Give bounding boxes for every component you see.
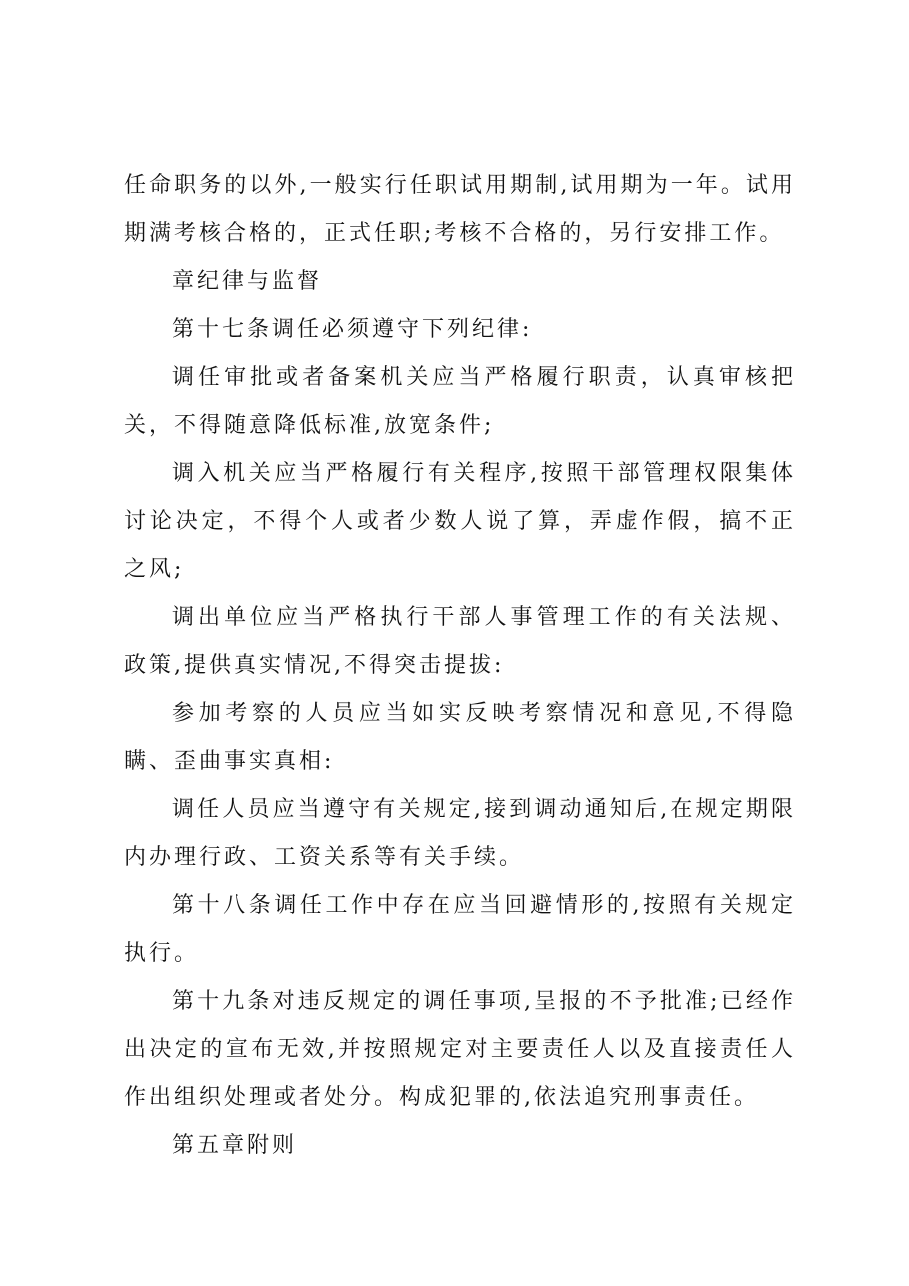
article-18: 第十八条调任工作中存在应当回避情形的,按照有关规定执行。 bbox=[124, 893, 796, 966]
paragraph-continuation: 任命职务的以外,一般实行任职试用期制,试用期为一年。试用期满考核合格的，正式任职;考核不合格的，另行安排工作。 bbox=[124, 173, 796, 246]
article-19: 第十九条对违反规定的调任事项,呈报的不予批准;已经作出决定的宣布无效,并按照规定对主要责任人以及直接责任人作出组织处理或者处分。构成犯罪的,依法追究刑事责任。 bbox=[124, 989, 796, 1110]
paragraph-item: 调出单位应当严格执行干部人事管理工作的有关法规、政策,提供真实情况,不得突击提拔: bbox=[124, 605, 796, 678]
paragraph-item: 参加考察的人员应当如实反映考察情况和意见,不得隐瞒、歪曲事实真相: bbox=[124, 701, 796, 774]
document-page bbox=[124, 162, 796, 1170]
paragraph-item: 调任审批或者备案机关应当严格履行职责，认真审核把关，不得随意降低标准,放宽条件; bbox=[124, 365, 796, 438]
paragraph-item: 调任人员应当遵守有关规定,接到调动通知后,在规定期限内办理行政、工资关系等有关手续。 bbox=[124, 797, 796, 870]
paragraph-item: 调入机关应当严格履行有关程序,按照干部管理权限集体讨论决定，不得个人或者少数人说了算，弄虚作假，搞不正之风; bbox=[124, 461, 796, 582]
section-heading-discipline: 章纪律与监督 bbox=[172, 269, 323, 294]
chapter-heading-appendix: 第五章附则 bbox=[172, 1133, 298, 1158]
article-17: 第十七条调任必须遵守下列纪律: bbox=[172, 317, 533, 342]
